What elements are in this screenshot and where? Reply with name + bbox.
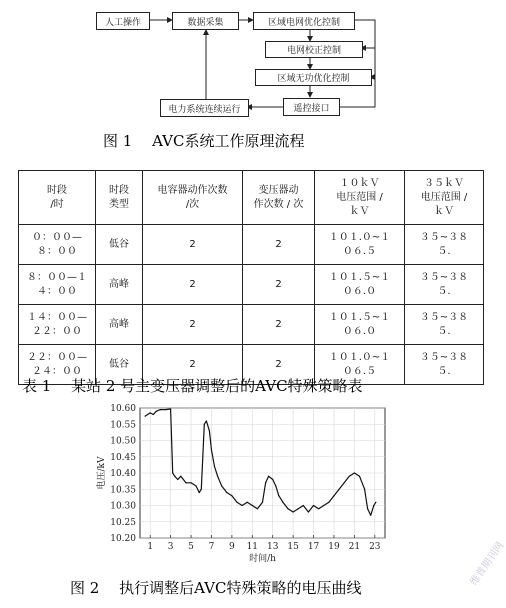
- table-cell: 高峰: [96, 265, 143, 305]
- watermark: 维普期刊网: [468, 540, 506, 588]
- voltage-data-point: [265, 482, 266, 483]
- voltage-data-point: [170, 408, 171, 409]
- voltage-data-point: [303, 505, 304, 506]
- figure1-caption: 图 1 AVC系统工作原理流程: [103, 132, 305, 150]
- y-tick-label: 10.20: [110, 534, 136, 544]
- y-tick-label: 10.30: [110, 501, 136, 512]
- flowchart-connectors: [0, 0, 500, 125]
- voltage-data-point: [359, 476, 360, 477]
- voltage-data-point: [308, 511, 309, 512]
- voltage-data-point: [328, 502, 329, 503]
- table-header-cell: ３５ｋＶ 电压范围 / ｋＶ: [405, 171, 484, 225]
- x-tick-label: 13: [266, 542, 279, 552]
- voltage-data-point: [257, 508, 258, 509]
- table-cell: １０１.５~１ ０６.０: [315, 305, 405, 345]
- voltage-data-point: [268, 476, 269, 477]
- voltage-data-point: [349, 476, 350, 477]
- voltage-data-point: [344, 482, 345, 483]
- x-tick-label: 19: [328, 542, 340, 552]
- table-cell: 高峰: [96, 305, 143, 345]
- table-header-cell: 时段 类型: [96, 171, 143, 225]
- voltage-data-point: [375, 502, 376, 503]
- voltage-data-point: [172, 472, 173, 473]
- flow-node-data-collect: 数据采集: [172, 12, 239, 30]
- x-axis-label: 时间/h: [249, 554, 276, 564]
- table-cell: 低谷: [96, 225, 143, 265]
- table-cell: １０１.０~１ ０６.５: [315, 345, 405, 385]
- table-cell: １０１.０~１ ０６.５: [315, 225, 405, 265]
- table-header-row: [19, 171, 484, 225]
- table-cell: 2: [143, 225, 243, 265]
- voltage-data-point: [214, 466, 215, 467]
- table-cell: 2: [243, 345, 315, 385]
- voltage-data-point: [370, 515, 371, 516]
- flow-node-reactive-opt: 区域无功优化控制: [255, 69, 372, 86]
- voltage-data-point: [236, 502, 237, 503]
- table-cell: 低谷: [96, 345, 143, 385]
- y-axis-label: 电压/kV: [97, 456, 107, 490]
- x-tick-label: 3: [167, 542, 174, 552]
- voltage-data-point: [262, 502, 263, 503]
- voltage-data-point: [165, 409, 166, 410]
- table-row: [19, 305, 484, 345]
- y-tick-label: 10.55: [110, 420, 136, 431]
- voltage-data-point: [217, 476, 218, 477]
- voltage-data-point: [333, 495, 334, 496]
- voltage-data-point: [221, 485, 222, 486]
- voltage-data-point: [323, 505, 324, 506]
- voltage-data-point: [338, 489, 339, 490]
- flow-node-power-run: 电力系统连续运行: [160, 99, 249, 117]
- voltage-data-point: [275, 485, 276, 486]
- voltage-data-point: [252, 505, 253, 506]
- voltage-data-point: [241, 505, 242, 506]
- voltage-data-point: [190, 482, 191, 483]
- y-tick-label: 10.60: [110, 404, 136, 414]
- flow-node-region-opt: 区域电网优化控制: [253, 12, 355, 30]
- table-row: [19, 265, 484, 305]
- voltage-data-point: [153, 414, 154, 415]
- voltage-data-point: [231, 495, 232, 496]
- table-cell: ３５~３８ ５.: [405, 345, 484, 385]
- voltage-data-point: [174, 476, 175, 477]
- voltage-data-point: [160, 409, 161, 410]
- y-tick-label: 10.50: [110, 436, 136, 447]
- voltage-data-point: [367, 508, 368, 509]
- voltage-data-point: [145, 416, 146, 417]
- x-tick-label: 5: [188, 542, 194, 552]
- voltage-data-point: [278, 495, 279, 496]
- x-tick-label: 23: [369, 542, 381, 552]
- voltage-data-point: [318, 508, 319, 509]
- voltage-data-point: [204, 424, 205, 425]
- flow-node-grid-correct: 电网校正控制: [265, 41, 363, 58]
- flow-node-remote-interface: 遥控接口: [283, 98, 340, 116]
- voltage-data-point: [150, 412, 151, 413]
- table1-caption: 表 1 某站 2 号主变压器调整后的AVC特殊策略表: [22, 377, 363, 395]
- voltage-data-point: [177, 479, 178, 480]
- voltage-chart: [80, 403, 390, 563]
- x-tick-label: 21: [348, 542, 361, 552]
- voltage-data-point: [156, 411, 157, 412]
- table-cell: １４：００— ２２：００: [19, 305, 96, 345]
- voltage-data-point: [298, 508, 299, 509]
- x-tick-label: 17: [307, 542, 320, 552]
- voltage-data-point: [206, 420, 207, 421]
- voltage-data-point: [196, 485, 197, 486]
- voltage-data-point: [211, 450, 212, 451]
- table-cell: 2: [243, 225, 315, 265]
- table-cell: ０：００— ８：００: [19, 225, 96, 265]
- x-tick-label: 15: [287, 542, 299, 552]
- voltage-data-point: [201, 489, 202, 490]
- y-tick-label: 10.40: [110, 469, 136, 479]
- table-row: [19, 225, 484, 265]
- voltage-data-point: [199, 492, 200, 493]
- voltage-data-point: [354, 472, 355, 473]
- x-tick-label: 9: [229, 542, 235, 552]
- voltage-data-point: [209, 430, 210, 431]
- table-cell: 2: [243, 305, 315, 345]
- table-cell: 2: [143, 305, 243, 345]
- x-tick-label: 7: [208, 542, 215, 552]
- voltage-data-point: [272, 479, 273, 480]
- figure2-caption: 图 2 执行调整后AVC特殊策略的电压曲线: [70, 579, 362, 597]
- x-tick-label: 11: [246, 542, 259, 552]
- table-body: [19, 225, 484, 385]
- voltage-data-point: [185, 482, 186, 483]
- voltage-data-point: [293, 511, 294, 512]
- voltage-data-point: [180, 476, 181, 477]
- voltage-data-point: [226, 492, 227, 493]
- table-cell: 2: [143, 345, 243, 385]
- voltage-data-point: [364, 489, 365, 490]
- table-cell: １０１.５~１ ０６.０: [315, 265, 405, 305]
- table-cell: 2: [243, 265, 315, 305]
- table-header-cell: 变压器动 作次数 / 次: [243, 171, 315, 225]
- voltage-data-point: [313, 505, 314, 506]
- table-header-cell: １０ｋＶ 电压范围 / ｋＶ: [315, 171, 405, 225]
- table-cell: 2: [143, 265, 243, 305]
- table-cell: ８：００—１ ４：００: [19, 265, 96, 305]
- table-header-cell: 时段 /时: [19, 171, 96, 225]
- flow-node-manual-op: 人工操作: [96, 12, 150, 30]
- table-cell: ３５~３８ ５.: [405, 305, 484, 345]
- voltage-data-point: [282, 502, 283, 503]
- y-tick-label: 10.35: [110, 485, 136, 496]
- table-cell: ２２：００— ２４：００: [19, 345, 96, 385]
- y-tick-label: 10.25: [110, 517, 136, 528]
- avc-strategy-table: [18, 170, 484, 385]
- voltage-data-point: [373, 505, 374, 506]
- y-tick-label: 10.45: [110, 452, 136, 463]
- table-cell: ３５~３８ ５.: [405, 265, 484, 305]
- table-header-cell: 电容器动作次数 /次: [143, 171, 243, 225]
- x-tick-label: 1: [147, 542, 154, 552]
- voltage-data-point: [247, 502, 248, 503]
- voltage-data-point: [287, 508, 288, 509]
- table-cell: ３５~３８ ５.: [405, 225, 484, 265]
